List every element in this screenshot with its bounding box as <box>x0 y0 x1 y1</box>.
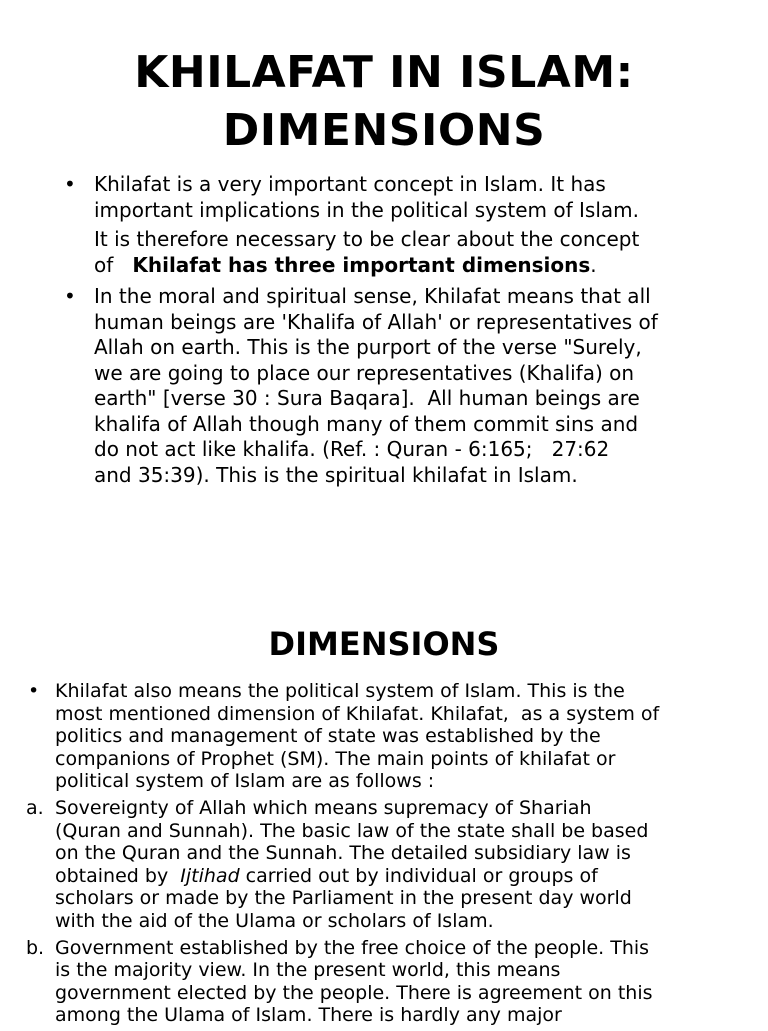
bullet-line: khalifa of Allah though many of them commit sins and <box>94 411 639 436</box>
item-line: government elected by the people. There is agreement on this <box>55 981 653 1004</box>
item-a-sovereignty <box>26 797 756 933</box>
continuation-line-2 <box>94 253 742 279</box>
ijtihad-italic: Ijtihad <box>180 864 240 887</box>
item-line: Sovereignty of Allah which means supremacy of Shariah <box>55 796 592 819</box>
bullet-spiritual-khilafat <box>62 284 742 488</box>
bullet-line: do not act like khalifa. (Ref. : Quran - 6:165; 27:62 <box>94 437 610 461</box>
bullet-line: important implications in the political system of Islam. <box>94 197 639 222</box>
bullet-line: most mentioned dimension of Khilafat. Khilafat, as a system of <box>55 702 660 725</box>
continuation-line-1: It is therefore necessary to be clear about the concept <box>94 227 640 251</box>
bullet-line: political system of Islam are as follows : <box>55 770 435 793</box>
bullet-line: • Khilafat also means the political system of Islam. This is the <box>55 680 625 702</box>
continuation-prefix: of <box>94 252 133 277</box>
slide-1-title-line-1: KHILAFAT IN ISLAM: <box>134 47 634 98</box>
continuation-suffix: . <box>590 252 597 277</box>
bullet-khilafat-concept <box>62 172 742 278</box>
bullet-continuation <box>94 227 742 278</box>
item-line: (Quran and Sunnah). The basic law of the state shall be based <box>55 819 649 842</box>
item-line: is the majority view. In the present world, this means <box>55 959 561 982</box>
slide-1-bullet-list <box>62 172 742 488</box>
line-suffix: carried out by individual or groups of <box>239 864 598 887</box>
bullet-line: human beings are 'Khalifa of Allah' or representatives of <box>94 309 658 334</box>
slide-1-title-line-2: DIMENSIONS <box>222 105 546 156</box>
line-prefix: obtained by <box>55 864 181 887</box>
bullet-line: and 35:39). This is the spiritual khilafat in Islam. <box>94 462 578 487</box>
slide-1-title <box>0 44 768 160</box>
bullet-line: politics and management of state was established by the <box>55 725 601 748</box>
item-b-government <box>26 937 756 1027</box>
bullet-line: companions of Prophet (SM). The main points of khilafat or <box>55 747 616 770</box>
bullet-line: Allah on earth. This is the purport of the verse "Surely, <box>94 335 642 359</box>
item-a-marker: a. <box>26 796 44 819</box>
bullet-line: • Khilafat is a very important concept in Islam. It has <box>94 172 606 196</box>
bullet-line: • In the moral and spiritual sense, Khilafat means that all <box>94 284 651 308</box>
three-dimensions-bold: Khilafat has three important dimensions <box>132 252 591 277</box>
slide-2-list <box>26 680 756 1031</box>
item-b-marker: b. <box>26 936 45 959</box>
slide-2 <box>0 600 768 1027</box>
bullet-line: we are going to place our representatives (Khalifa) on <box>94 360 635 385</box>
item-line <box>55 865 756 888</box>
slide-2-title: DIMENSIONS <box>268 625 500 663</box>
item-line: on the Quran and the Sunnah. The detailed subsidiary law is <box>55 842 631 865</box>
item-line: among the Ulama of Islam. There is hardly any major <box>55 1004 562 1027</box>
bullet-line: earth" [verse 30 : Sura Baqara]. All human beings are <box>94 386 640 410</box>
item-line: scholars or made by the Parliament in the present day world <box>55 887 632 910</box>
item-line: Government established by the free choice of the people. This <box>55 936 650 959</box>
bullet-political-system <box>26 680 756 793</box>
item-line: with the aid of the Ulama or scholars of Islam. <box>55 909 494 932</box>
